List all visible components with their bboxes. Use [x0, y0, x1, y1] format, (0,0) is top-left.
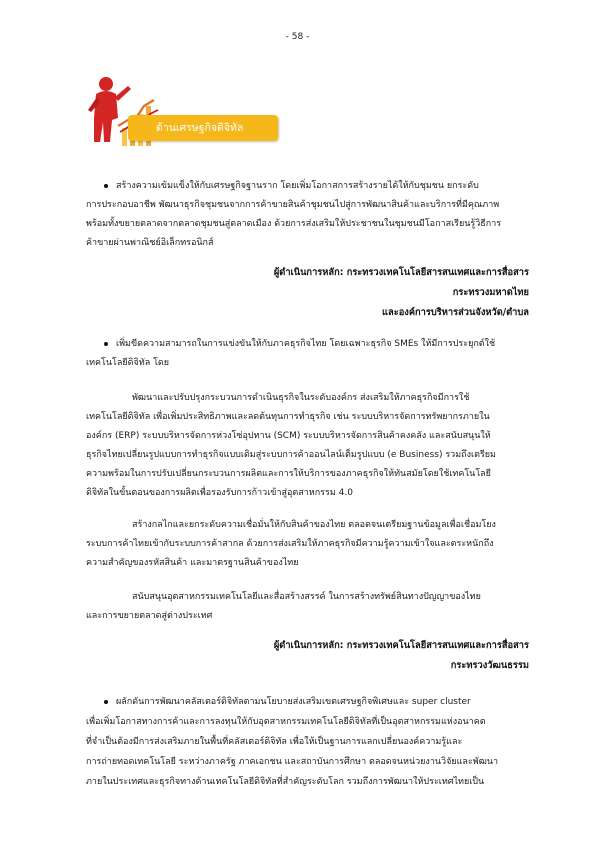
paragraph-1-line-1: สร้างความเข้มแข็งให้กับเศรษฐกิจฐานราก โดยเพิ่มโอกาสการสร้างรายได้ให้กับชุมชน ยกระดับ — [104, 177, 479, 197]
responsible-agency-2-line-2: กระทรวงวัฒนธรรม — [450, 660, 529, 671]
responsible-agency-2-line-1: ผู้ดำเนินการหลัก: กระทรวงเทคโนโลยีสารสนเทศและการสื่อสาร — [273, 640, 529, 651]
page-number: - 58 - — [285, 32, 310, 42]
paragraph-3-line-1: พัฒนาและปรับปรุงกระบวนการดำเนินธุรกิจในระดับองค์กร ส่งเสริมให้ภาคธุรกิจมีการใช้ — [132, 393, 470, 403]
responsible-agency-line-3: และองค์การบริหารส่วนจังหวัด/ตำบล — [382, 307, 529, 318]
paragraph-3-line-2: เทคโนโลยีดิจิทัล เพื่อเพิ่มประสิทธิภาพและลดต้นทุนการทำธุรกิจ เช่น ระบบบริหารจัดการทรัพยากรภายใน — [86, 412, 490, 422]
paragraph-2-line-2: เทคโนโลยีดิจิทัล โดย — [86, 358, 170, 368]
paragraph-4-line-2: ระบบการค้าไทยเข้ากับระบบการค้าสากล ด้วยการส่งเสริมให้ภาคธุรกิจมีความรู้ความเข้าใจและตระหนักถึง — [86, 539, 494, 549]
paragraph-5-line-1: สนับสนุนอุตสาหกรรมเทคโนโลยีและสื่อสร้างสรรค์ ในการสร้างทรัพย์สินทางปัญญาของไทย — [132, 592, 481, 602]
paragraph-4-line-1: สร้างกลไกและยกระดับความเชื่อมั่นให้กับสินค้าของไทย ตลอดจนเตรียมฐานข้อมูลเพื่อเชื่อมโยง — [132, 520, 496, 530]
paragraph-5-line-2: และการขยายตลาดสู่ต่างประเทศ — [86, 611, 213, 621]
paragraph-3-line-5: ความพร้อมในการปรับเปลี่ยนกระบวนการผลิตและการให้บริการของภาคธุรกิจให้ทันสมัยโดยใช้เทคโนโลยี — [86, 469, 491, 479]
paragraph-3-line-3: องค์กร (ERP) ระบบบริหารจัดการห่วงโซ่อุปทาน (SCM) ระบบบริหารจัดการสินค้าคงคลัง และสนับสนุนให้ — [86, 431, 491, 441]
paragraph-1-line-3: พร้อมทั้งขยายตลาดจากตลาดชุมชนสู่ตลาดเมือง ด้วยการส่งเสริมให้ประชาชนในชุมชนมีโอกาสเรียนรู้วิธีการ — [86, 219, 502, 229]
banner-title-box — [128, 115, 278, 141]
paragraph-2-line-1: เพิ่มขีดความสามารถในการแข่งขันให้กับภาคธุรกิจไทย โดยเฉพาะธุรกิจ SMEs ให้มีการประยุกต์ใช้ — [104, 335, 495, 355]
responsible-agency-line-1: ผู้ดำเนินการหลัก: กระทรวงเทคโนโลยีสารสนเทศและการสื่อสาร — [273, 267, 529, 278]
paragraph-6-line-4: การถ่ายทอดเทคโนโลยี ระหว่างภาครัฐ ภาคเอกชน และสถาบันการศึกษา ตลอดจนหน่วยงานวิจัยและพัฒนา — [86, 757, 499, 767]
paragraph-6-line-1: ผลักดันการพัฒนาคลัสเตอร์ดิจิทัลตามนโยบายส่งเสริมเขตเศรษฐกิจพิเศษและ super cluster — [104, 693, 471, 713]
paragraph-1-line-4: ค้าขายผ่านพาณิชย์อิเล็กทรอนิกส์ — [86, 238, 214, 248]
paragraph-6-line-3: ที่จำเป็นต้องมีการส่งเสริมภายในพื้นที่คลัสเตอร์ดิจิทัล เพื่อให้เป็นฐานการแลกเปลี่ยนองค์ความรู้และ — [86, 737, 463, 747]
responsible-agency-line-2: กระทรวงมหาดไทย — [452, 287, 529, 298]
paragraph-1-line-2: การประกอบอาชีพ พัฒนาธุรกิจชุมชนจากการค้าขายสินค้าชุมชนไปสู่การพัฒนาสินค้าและบริการที่มีคุณภาพ — [86, 200, 500, 210]
bullet-icon — [104, 342, 108, 346]
bullet-icon — [104, 184, 108, 188]
paragraph-3-line-6: ดิจิทัลในขั้นตอนของการผลิตเพื่อรองรับการก้าวเข้าสู่อุตสาหกรรม 4.0 — [86, 488, 353, 498]
paragraph-6-line-5: ภายในประเทศและธุรกิจทางด้านเทคโนโลยีดิจิทัลที่สำคัญระดับโลก รวมถึงการพัฒนาให้ประเทศไทยเป็น — [86, 777, 485, 787]
paragraph-4-line-3: ความสำคัญของรหัสสินค้า และมาตรฐานสินค้าของไทย — [86, 558, 299, 568]
section-banner — [82, 70, 292, 160]
paragraph-3-line-4: ธุรกิจไทยเปลี่ยนรูปแบบการทำธุรกิจแบบเดิมสู่ระบบการค้าออนไลน์เต็มรูปแบบ (e Business) รวมถึงเตรียม — [86, 450, 496, 460]
paragraph-6-line-2: เพื่อเพิ่มโอกาสทางการค้าและการลงทุนให้กับอุตสาหกรรมเทคโนโลยีดิจิทัลที่เป็นอุตสาหกรรมแห่งอนาคต — [86, 717, 486, 727]
bullet-icon — [104, 700, 108, 704]
banner-title: ด้านเศรษฐกิจดิจิทัล — [156, 122, 244, 134]
